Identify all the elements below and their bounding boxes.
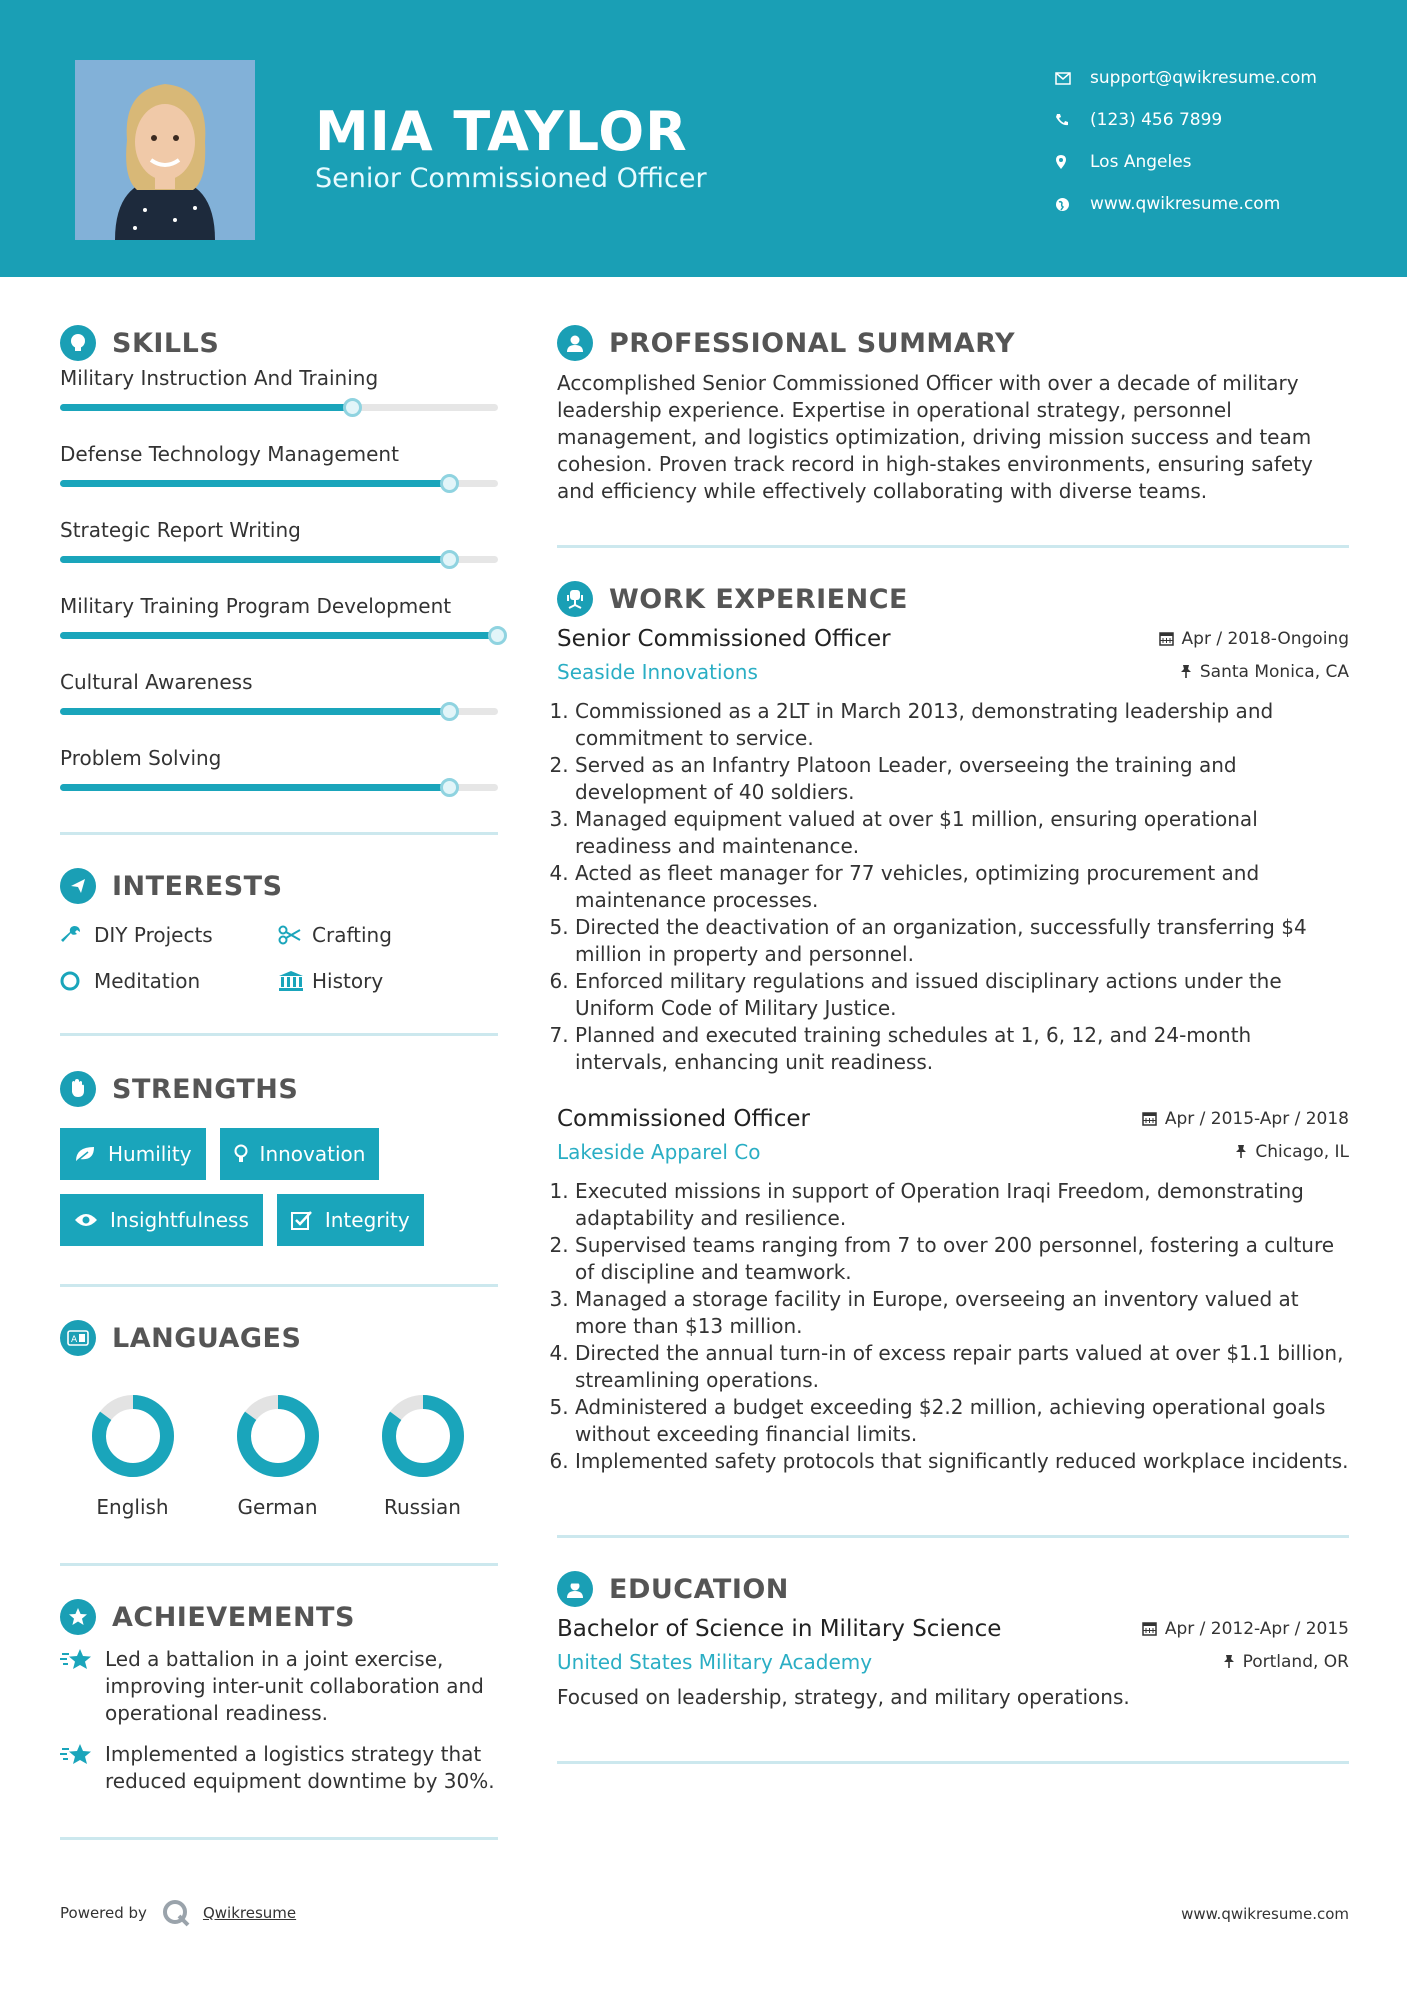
skill-item xyxy=(60,442,498,518)
section-divider xyxy=(557,1535,1349,1538)
brand-link[interactable]: Qwikresume xyxy=(202,1904,297,1922)
experience-heading xyxy=(557,576,1349,622)
wrench-icon xyxy=(60,924,94,946)
skill-label: Cultural Awareness xyxy=(60,670,253,694)
skill-item xyxy=(60,670,498,746)
education-header xyxy=(557,1616,1349,1642)
contact-website[interactable] xyxy=(1055,183,1317,225)
leaf-icon xyxy=(74,1145,96,1163)
strength-label: Integrity xyxy=(324,1208,410,1232)
skill-bar-fill xyxy=(60,632,498,639)
skill-label: Military Instruction And Training xyxy=(60,366,379,390)
svg-text:A: A xyxy=(71,1335,78,1345)
achievements-heading xyxy=(60,1594,498,1640)
job-location xyxy=(1180,662,1349,682)
section-divider xyxy=(60,1563,498,1566)
summary-heading xyxy=(557,320,1349,366)
job-header xyxy=(557,1106,1349,1132)
education-heading xyxy=(557,1566,1349,1612)
achievements-title: ACHIEVEMENTS xyxy=(112,1601,355,1633)
duty-item: 1. Commissioned as a 2LT in March 2013, demonstrating leadership and commitment to service. xyxy=(575,698,1349,752)
achievement-text: Implemented a logistics strategy that reduced equipment downtime by 30%. xyxy=(105,1742,495,1793)
company-name: Seaside Innovations xyxy=(557,660,758,684)
star-icon xyxy=(60,1741,105,1795)
interests-list xyxy=(60,923,498,993)
skill-bar-fill xyxy=(60,708,450,715)
museum-icon xyxy=(278,970,312,992)
school-name: United States Military Academy xyxy=(557,1650,873,1674)
section-divider xyxy=(60,832,498,835)
interest-label: History xyxy=(312,969,384,993)
section-divider xyxy=(60,1033,498,1036)
interest-label: Crafting xyxy=(312,923,392,947)
skills-list xyxy=(60,366,498,822)
skill-bar xyxy=(60,404,498,411)
check-square-icon xyxy=(291,1210,313,1230)
language-item xyxy=(60,1391,205,1519)
skill-bar-fill xyxy=(60,480,450,487)
paper-plane-icon xyxy=(60,868,96,904)
interest-item xyxy=(278,923,498,947)
skill-label: Defense Technology Management xyxy=(60,442,399,466)
skill-label: Problem Solving xyxy=(60,746,222,770)
skill-item xyxy=(60,366,498,442)
section-divider xyxy=(60,1837,498,1840)
globe-icon xyxy=(1055,197,1090,212)
duty-item: 4. Directed the annual turn-in of excess repair parts valued at over $1.1 billion, streamlining operations. xyxy=(575,1340,1349,1394)
phone-icon xyxy=(1055,113,1090,127)
profile-photo xyxy=(75,60,255,240)
achievement-item xyxy=(60,1741,498,1795)
hand-icon xyxy=(60,1071,96,1107)
achievement-item xyxy=(60,1646,498,1727)
skill-bar-knob xyxy=(488,626,507,645)
skill-item xyxy=(60,594,498,670)
pin-icon xyxy=(1235,1144,1247,1159)
skill-label: Military Training Program Development xyxy=(60,594,452,618)
job-dates xyxy=(1142,1109,1349,1129)
resume-header xyxy=(0,0,1407,277)
right-column xyxy=(557,320,1349,1764)
company-name: Lakeside Apparel Co xyxy=(557,1140,761,1164)
language-label: German xyxy=(237,1495,318,1519)
strengths-heading xyxy=(60,1066,498,1112)
star-badge-icon xyxy=(60,1599,96,1635)
achievements-list xyxy=(60,1646,498,1795)
pin-icon xyxy=(1223,1654,1235,1669)
contact-email[interactable] xyxy=(1055,57,1317,99)
candidate-title: Senior Commissioned Officer xyxy=(315,163,707,194)
interests-title: INTERESTS xyxy=(112,870,283,902)
education-entry xyxy=(557,1616,1349,1711)
strength-label: Humility xyxy=(108,1142,192,1166)
calendar-icon xyxy=(1142,1111,1157,1126)
education-dates-text: Apr / 2012-Apr / 2015 xyxy=(1164,1618,1349,1639)
skill-bar-fill xyxy=(60,784,450,791)
strength-badge xyxy=(277,1194,424,1246)
language-item xyxy=(205,1391,350,1519)
job-dates xyxy=(1159,629,1349,649)
languages-title: LANGUAGES xyxy=(112,1322,302,1354)
job-entry xyxy=(557,626,1349,1076)
powered-by-label: Powered by xyxy=(60,1904,147,1922)
job-location xyxy=(1235,1142,1349,1162)
duty-item: 3. Managed a storage facility in Europe, overseeing an inventory valued at more than $13 million. xyxy=(575,1286,1349,1340)
user-icon xyxy=(557,325,593,361)
job-duties xyxy=(557,698,1349,1076)
footer-powered-by xyxy=(60,1898,296,1928)
skill-bar-knob xyxy=(440,550,459,569)
summary-title: PROFESSIONAL SUMMARY xyxy=(609,327,1016,359)
languages-list xyxy=(60,1391,498,1519)
skill-bar-knob xyxy=(343,398,362,417)
duty-item: 4. Acted as fleet manager for 77 vehicles, optimizing procurement and maintenance processes. xyxy=(575,860,1349,914)
language-label: Russian xyxy=(383,1495,461,1519)
graduate-icon xyxy=(557,1571,593,1607)
skills-heading xyxy=(60,320,498,366)
duty-item: 2. Served as an Infantry Platoon Leader, overseeing the training and development of 40 soldiers. xyxy=(575,752,1349,806)
language-level-donut xyxy=(378,1391,468,1481)
interest-label: Meditation xyxy=(94,969,201,993)
skill-bar-fill xyxy=(60,404,353,411)
lightbulb-icon xyxy=(60,325,96,361)
skill-bar xyxy=(60,632,498,639)
skill-label: Strategic Report Writing xyxy=(60,518,301,542)
job-title: Senior Commissioned Officer xyxy=(557,626,891,652)
eye-icon xyxy=(74,1212,98,1228)
section-divider xyxy=(60,1284,498,1287)
calendar-icon xyxy=(1142,1621,1157,1636)
qwikresume-logo-icon xyxy=(161,1898,191,1928)
job-entry xyxy=(557,1106,1349,1475)
contact-phone[interactable] xyxy=(1055,99,1317,141)
degree-title: Bachelor of Science in Military Science xyxy=(557,1616,1002,1642)
interests-heading xyxy=(60,863,498,909)
job-title: Commissioned Officer xyxy=(557,1106,810,1132)
contact-website-text: www.qwikresume.com xyxy=(1090,194,1281,214)
strengths-title: STRENGTHS xyxy=(112,1073,299,1105)
education-location-text: Portland, OR xyxy=(1242,1651,1349,1672)
job-header xyxy=(557,626,1349,652)
skill-item xyxy=(60,746,498,822)
skill-bar xyxy=(60,480,498,487)
skill-bar-knob xyxy=(440,778,459,797)
skill-bar xyxy=(60,708,498,715)
job-subheader xyxy=(557,1140,1349,1164)
candidate-name: MIA TAYLOR xyxy=(315,100,688,163)
skill-bar xyxy=(60,784,498,791)
section-divider xyxy=(557,1761,1349,1764)
interest-item xyxy=(60,923,278,947)
office-chair-icon xyxy=(557,581,593,617)
language-label: English xyxy=(96,1495,169,1519)
summary-text: Accomplished Senior Commissioned Officer with over a decade of military leadership experience. Expertise in operational strategy, personnel management, and logistics optimization, driving mission success and team cohesion. Proven track record in high-stakes environments, ensuring safety and efficiency while effectively collaborating with diverse teams. xyxy=(557,371,1313,503)
interest-label: DIY Projects xyxy=(94,923,213,947)
interest-item xyxy=(278,969,498,993)
strength-label: Innovation xyxy=(259,1142,366,1166)
job-location-text: Chicago, IL xyxy=(1255,1141,1349,1162)
star-icon xyxy=(60,1646,105,1727)
strength-label: Insightfulness xyxy=(110,1208,249,1232)
strengths-list xyxy=(60,1128,460,1246)
duty-item: 6. Implemented safety protocols that significantly reduced workplace incidents. xyxy=(575,1448,1349,1475)
pin-icon xyxy=(1180,664,1192,679)
languages-heading xyxy=(60,1315,498,1361)
skill-bar-knob xyxy=(440,702,459,721)
duty-item: 1. Executed missions in support of Operation Iraqi Freedom, demonstrating adaptability and resilience. xyxy=(575,1178,1349,1232)
job-dates-text: Apr / 2015-Apr / 2018 xyxy=(1164,1108,1349,1129)
job-duties xyxy=(557,1178,1349,1475)
experience-title: WORK EXPERIENCE xyxy=(609,583,908,615)
skills-title: SKILLS xyxy=(112,327,220,359)
calendar-icon xyxy=(1159,631,1174,646)
strength-badge xyxy=(60,1128,206,1180)
contact-location-text: Los Angeles xyxy=(1090,152,1192,172)
left-column xyxy=(60,320,498,1840)
envelope-icon xyxy=(1055,72,1090,85)
education-location xyxy=(1223,1652,1349,1672)
strength-badge xyxy=(220,1128,380,1180)
duty-item: 5. Directed the deactivation of an organization, successfully transferring $4 million in property and personnel. xyxy=(575,914,1349,968)
skill-bar-knob xyxy=(440,474,459,493)
education-title: EDUCATION xyxy=(609,1573,789,1605)
duty-item: 6. Enforced military regulations and issued disciplinary actions under the Uniform Code of Military Justice. xyxy=(575,968,1349,1022)
skill-bar xyxy=(60,556,498,563)
contact-email-text: support@qwikresume.com xyxy=(1090,68,1317,88)
duty-item: 3. Managed equipment valued at over $1 million, ensuring operational readiness and maintenance. xyxy=(575,806,1349,860)
language-level-donut xyxy=(233,1391,323,1481)
job-subheader xyxy=(557,660,1349,684)
education-subheader xyxy=(557,1650,1349,1674)
skill-bar-fill xyxy=(60,556,450,563)
contact-list xyxy=(1055,57,1317,225)
duty-item: 7. Planned and executed training schedules at 1, 6, 12, and 24-month intervals, enhancing unit readiness. xyxy=(575,1022,1349,1076)
contact-location xyxy=(1055,141,1317,183)
language-icon xyxy=(60,1320,96,1356)
education-description: Focused on leadership, strategy, and military operations. xyxy=(557,1685,1130,1709)
duty-item: 5. Administered a budget exceeding $2.2 million, achieving operational goals without exceeding financial limits. xyxy=(575,1394,1349,1448)
lightbulb-icon xyxy=(234,1144,248,1164)
strength-badge xyxy=(60,1194,263,1246)
job-location-text: Santa Monica, CA xyxy=(1199,661,1349,682)
contact-phone-text: (123) 456 7899 xyxy=(1090,110,1223,130)
scissors-icon xyxy=(278,925,312,945)
language-item xyxy=(350,1391,495,1519)
duty-item: 2. Supervised teams ranging from 7 to over 200 personnel, fostering a culture of discipline and teamwork. xyxy=(575,1232,1349,1286)
skill-item xyxy=(60,518,498,594)
circle-icon xyxy=(60,970,94,992)
map-pin-icon xyxy=(1055,154,1090,170)
section-divider xyxy=(557,545,1349,548)
footer-website[interactable]: www.qwikresume.com xyxy=(1181,1905,1349,1923)
job-dates-text: Apr / 2018-Ongoing xyxy=(1181,628,1349,649)
language-level-donut xyxy=(88,1391,178,1481)
interest-item xyxy=(60,969,278,993)
education-dates xyxy=(1142,1619,1349,1639)
achievement-text: Led a battalion in a joint exercise, improving inter-unit collaboration and operational readiness. xyxy=(105,1647,484,1725)
